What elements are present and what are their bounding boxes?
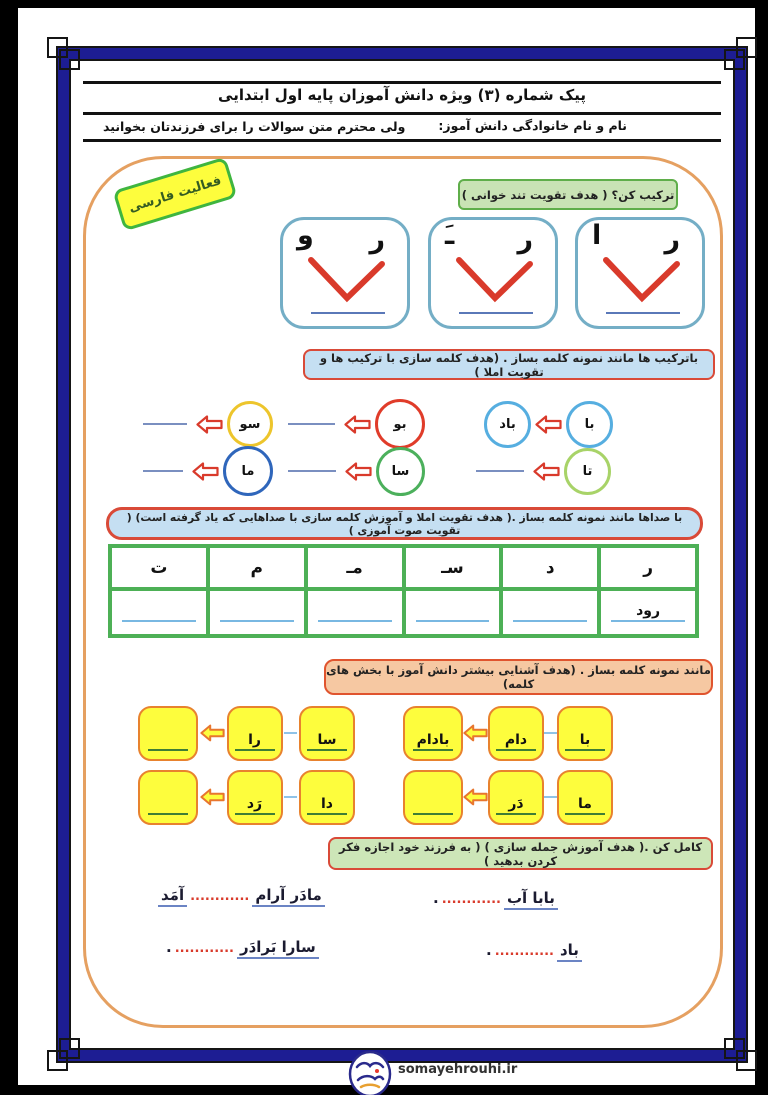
sound-answer-cell <box>501 589 599 636</box>
part-box <box>299 770 355 825</box>
result-circle: باد <box>484 401 531 448</box>
answer-line <box>122 603 196 622</box>
sentence-start: سارا بَرادَر <box>237 938 319 959</box>
sound-letter-cell: م <box>208 546 306 589</box>
answer-line <box>311 312 385 314</box>
source-circle: ما <box>223 446 273 496</box>
site-url: somayehrouhi.ir <box>398 1062 518 1077</box>
part-text: ما <box>565 796 605 815</box>
dotted-blank: ............ <box>441 892 501 907</box>
word-build-item <box>138 398 273 450</box>
part-text: با <box>565 732 605 751</box>
header-divider <box>83 81 721 84</box>
logo-icon <box>347 1050 393 1095</box>
sound-letter-cell: د <box>501 546 599 589</box>
answer-line <box>606 312 680 314</box>
fatha-mark: ـَ <box>445 220 455 251</box>
sound-letter-cell: سـ <box>404 546 502 589</box>
header-divider <box>83 139 721 142</box>
left-arrow-icon <box>463 724 488 742</box>
result-box <box>403 706 463 761</box>
sentence <box>158 886 325 904</box>
answer-line <box>459 312 533 314</box>
result-text <box>148 812 188 815</box>
part-box <box>488 706 544 761</box>
student-name-label: نام و نام خانوادگی دانش آموز: <box>438 118 627 133</box>
part-text: را <box>235 732 275 751</box>
letter: ر <box>664 224 680 255</box>
source-circle: سا <box>376 447 425 496</box>
check-v-mark-icon <box>598 252 684 308</box>
sound-answer-cell <box>599 589 697 636</box>
sentence-start: باد <box>557 941 582 962</box>
sentence <box>166 938 319 956</box>
left-arrow-icon <box>535 415 562 434</box>
header-divider <box>83 112 721 115</box>
frame-corner-ornament <box>59 1038 80 1059</box>
answer-line: رود <box>611 603 685 622</box>
sound-letter-cell: ر <box>599 546 697 589</box>
part-box <box>488 770 544 825</box>
word-build-item <box>481 398 613 450</box>
answer-line <box>220 603 294 622</box>
combine-box <box>575 217 705 329</box>
result-text <box>413 812 453 815</box>
sentence <box>433 889 558 907</box>
answer-line <box>288 470 336 472</box>
sound-letter-cell: ت <box>110 546 208 589</box>
word-parts-item <box>405 769 613 825</box>
connector-line <box>544 796 557 798</box>
part-text: دا <box>307 796 347 815</box>
parts-section-header: مانند نمونه کلمه بساز . (هدف آشنایی بیشتر دانش آموز با بخش های کلمه) <box>324 659 713 695</box>
word-parts-item <box>138 705 355 761</box>
answer-line <box>416 603 490 622</box>
sounds-letter-row <box>110 546 697 589</box>
answer-line <box>476 470 524 472</box>
answer-line <box>318 603 392 622</box>
left-arrow-icon <box>463 788 488 806</box>
part-box <box>227 770 283 825</box>
sound-answer-cell <box>110 589 208 636</box>
letter: و <box>297 220 314 251</box>
dotted-blank: ............ <box>190 889 250 904</box>
part-box <box>557 770 613 825</box>
part-text: دام <box>496 732 536 751</box>
word-build-item <box>283 445 425 497</box>
source-circle: بو <box>375 399 425 449</box>
result-box <box>138 770 198 825</box>
frame-corner-ornament <box>59 49 80 70</box>
combine-box <box>428 217 558 329</box>
parent-note: ولی محترم متن سوالات را برای فرزندتان بخوانید <box>103 119 406 134</box>
letter: ر <box>369 224 385 255</box>
connector-line <box>284 796 297 798</box>
letter: ر <box>517 224 533 255</box>
result-box <box>403 770 463 825</box>
frame-corner-ornament <box>724 1038 745 1059</box>
sounds-section-header: با صداها مانند نمونه کلمه بساز .( هدف تقویت املا و آموزش کلمه سازی با صداهایی که یاد گرفته است) ( تقویت صوت آموزی ) <box>106 507 703 540</box>
worksheet-page <box>18 8 755 1085</box>
left-arrow-icon <box>345 462 372 481</box>
source-circle: سو <box>227 401 273 447</box>
left-arrow-icon <box>200 788 225 806</box>
left-arrow-icon <box>192 462 219 481</box>
sentence-start: مادَر آرام <box>252 886 324 907</box>
left-arrow-icon <box>344 415 371 434</box>
site-logo <box>347 1050 393 1095</box>
sound-letter-cell: مـ <box>306 546 404 589</box>
left-arrow-icon <box>196 415 223 434</box>
answer-line <box>513 603 587 622</box>
part-box <box>299 706 355 761</box>
worksheet-title: پیک شماره (۳) ویژه دانش آموزان پایه اول ابتدایی <box>218 86 586 104</box>
sounds-table <box>108 544 699 638</box>
word-parts-item <box>138 769 355 825</box>
subject-badge-label: فعالیت فارسی <box>126 172 224 216</box>
word-parts-item <box>405 705 613 761</box>
dotted-blank: ............ <box>174 941 234 956</box>
sounds-answer-row <box>110 589 697 636</box>
letter: ا <box>592 220 602 251</box>
sentence-end: . <box>433 889 439 907</box>
left-arrow-icon <box>533 462 560 481</box>
result-text <box>148 748 188 751</box>
dotted-blank: ............ <box>494 944 554 959</box>
part-box <box>557 706 613 761</box>
answer-line <box>143 470 183 472</box>
part-text: رَد <box>235 796 275 815</box>
result-text: بادام <box>413 732 453 751</box>
part-text: سا <box>307 732 347 751</box>
sentence-end: . <box>486 941 492 959</box>
source-circle: تا <box>564 448 611 495</box>
connector-line <box>284 732 297 734</box>
answer-line <box>288 423 335 425</box>
combine-section-header: ترکیب کن؟ ( هدف تقویت تند خوانی ) <box>458 179 678 210</box>
sentence-start: بابا آب <box>504 889 558 910</box>
sentence-end: آمَد <box>158 886 187 907</box>
sentence <box>486 941 582 959</box>
word-build-header: باترکیب ها مانند نمونه کلمه بساز . (هدف کلمه سازی با ترکیب ها و تقویت املا ) <box>303 349 715 380</box>
left-arrow-icon <box>200 724 225 742</box>
result-box <box>138 706 198 761</box>
part-box <box>227 706 283 761</box>
sound-answer-cell <box>404 589 502 636</box>
sound-answer-cell <box>208 589 306 636</box>
sentence-end: . <box>166 938 172 956</box>
check-v-mark-icon <box>451 252 537 308</box>
combine-box <box>280 217 410 329</box>
sentence-section-header: کامل کن .( هدف آموزش جمله سازی ) ( به فرزند خود اجازه فکر کردن بدهید ) <box>328 837 713 870</box>
frame-corner-ornament <box>724 49 745 70</box>
source-circle: با <box>566 401 613 448</box>
check-v-mark-icon <box>303 252 389 308</box>
word-build-item <box>138 445 273 497</box>
word-build-item <box>471 445 611 497</box>
answer-line <box>143 423 187 425</box>
sound-answer-cell <box>306 589 404 636</box>
connector-line <box>544 732 557 734</box>
part-text: دَر <box>496 796 536 815</box>
word-build-item <box>283 398 425 450</box>
